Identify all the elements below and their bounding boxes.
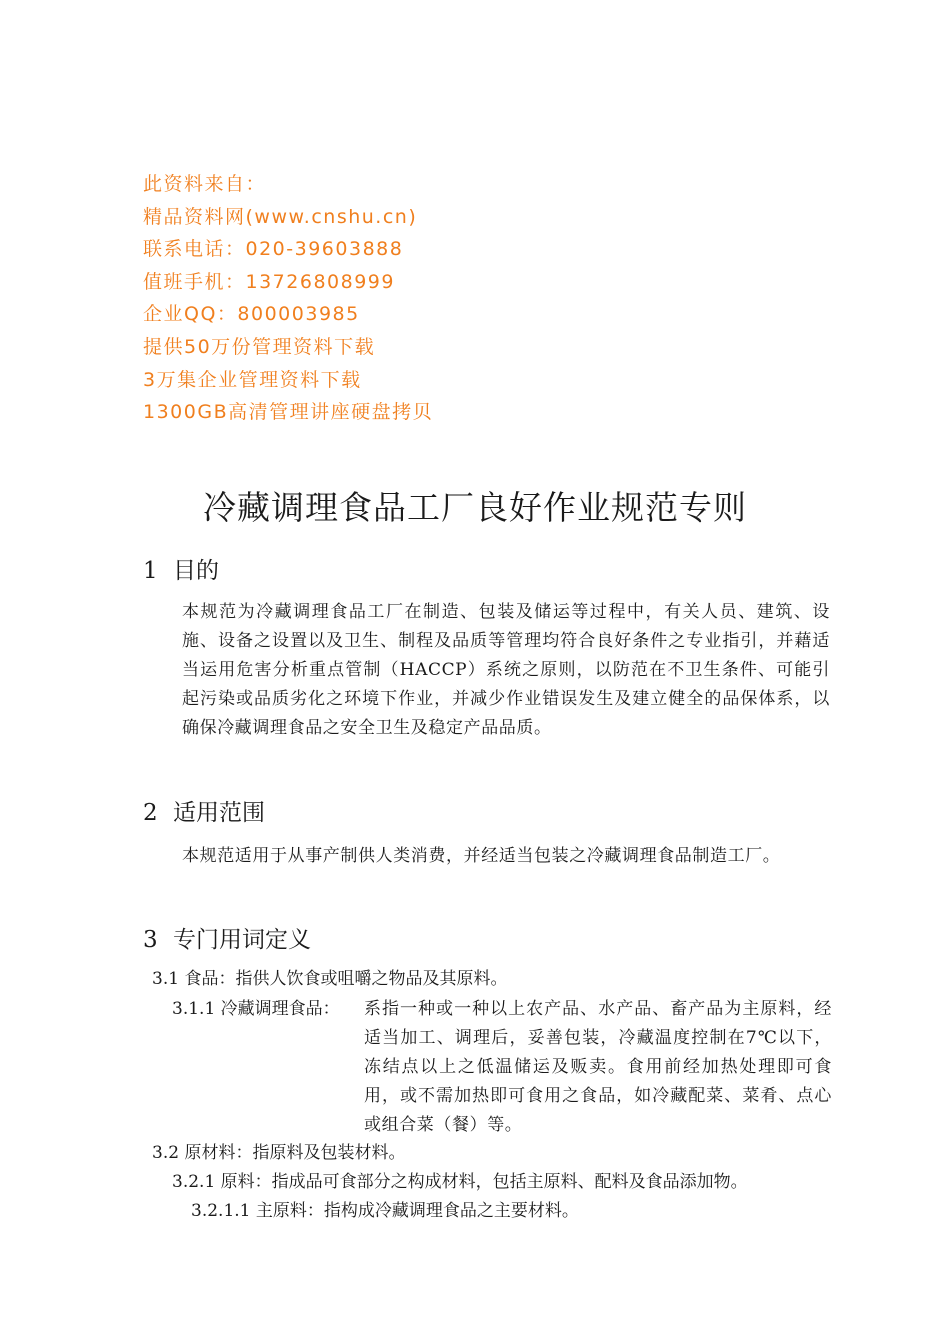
source-info-block — [143, 168, 643, 429]
definition-3-1: 3.1 食品：指供人饮食或咀嚼之物品及其原料。 — [152, 969, 508, 989]
section-heading-1 — [143, 554, 219, 588]
section-number: 1 — [143, 558, 158, 584]
section-number: 3 — [143, 927, 158, 953]
company-qq-line: 企业QQ：800003985 — [143, 303, 360, 326]
definition-3-2: 3.2 原材料：指原料及包装材料。 — [152, 1143, 406, 1163]
promo-line: 1300GB高清管理讲座硬盘拷贝 — [143, 401, 434, 424]
duty-mobile-line: 值班手机：13726808999 — [143, 270, 395, 293]
section-heading-3 — [143, 923, 311, 957]
section-body-1: 本规范为冷藏调理食品工厂在制造、包装及储运等过程中，有关人员、建筑、设施、设备之设置以及卫生、制程及品质等管理均符合良好条件之专业指引，并藉适当运用危害分析重点管制（HACCP）系统之原则，以防范在不卫生条件、可能引起污染或品质劣化之环境下作业，并减少作业错误发生及建立健全的品保体系，以确保冷藏调理食品之安全卫生及稳定产品品质。 — [182, 602, 830, 738]
section-number: 2 — [143, 800, 158, 826]
section-heading-text: 专门用词定义 — [173, 927, 311, 953]
definition-3-1-1-body: 系指一种或一种以上农产品、水产品、畜产品为主原料，经适当加工、调理后，妥善包装，冷藏温度控制在7℃以下，冻结点以上之低温储运及贩卖。食用前经加热处理即可食用，或不需加热即可食用之食品，如冷藏配菜、菜肴、点心或组合菜（餐）等。 — [364, 999, 832, 1135]
source-info-line: 此资料来自： — [143, 173, 267, 195]
definition-3-1-1-label: 3.1.1 冷藏调理食品： — [172, 999, 340, 1019]
promo-line: 3万集企业管理资料下载 — [143, 368, 362, 391]
definition-3-2-1-1: 3.2.1.1 主原料：指构成冷藏调理食品之主要材料。 — [191, 1201, 579, 1221]
document-title: 冷藏调理食品工厂良好作业规范专则 — [203, 488, 747, 527]
section-body-2: 本规范适用于从事产制供人类消费，并经适当包装之冷藏调理食品制造工厂。 — [182, 846, 781, 866]
source-website-line: 精品资料网(www.cnshu.cn) — [143, 205, 418, 228]
promo-line: 提供50万份管理资料下载 — [143, 335, 376, 358]
section-heading-text: 适用范围 — [173, 800, 265, 826]
section-heading-text: 目的 — [173, 558, 219, 584]
definition-3-2-1: 3.2.1 原料：指成品可食部分之构成材料，包括主原料、配料及食品添加物。 — [172, 1172, 748, 1192]
section-heading-2 — [143, 796, 265, 830]
contact-phone-line: 联系电话：020-39603888 — [143, 238, 404, 261]
